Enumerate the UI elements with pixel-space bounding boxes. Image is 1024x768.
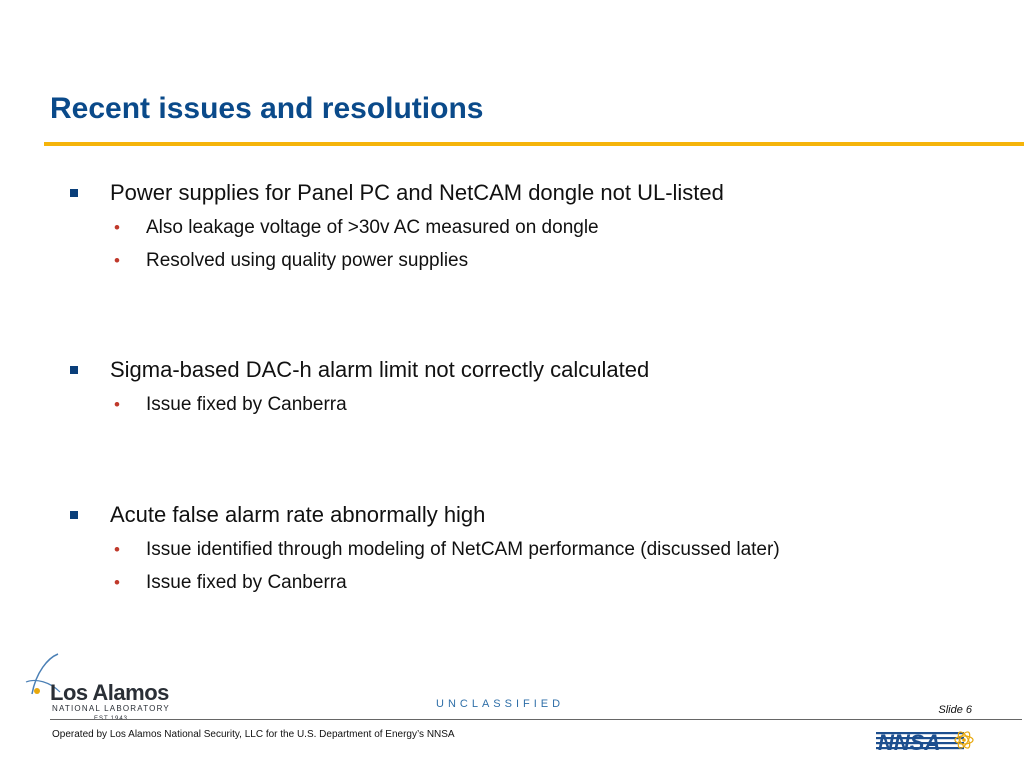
bullet-text: Power supplies for Panel PC and NetCAM dongle not UL-listed	[110, 180, 724, 205]
bullet-level1	[70, 180, 970, 206]
title-divider	[44, 142, 1024, 146]
bullet-level1	[70, 357, 970, 383]
bullet-text: Sigma-based DAC-h alarm limit not correctly calculated	[110, 357, 650, 382]
bullet-level2	[70, 250, 970, 272]
slide-number: Slide 6	[938, 704, 972, 716]
bullet-level2	[70, 572, 970, 594]
nnsa-logo-text: NNSA	[878, 730, 941, 754]
dot-bullet-icon: •	[114, 395, 120, 414]
bullet-level1	[70, 502, 970, 528]
square-bullet-icon	[70, 189, 78, 197]
logo-name: Los Alamos	[50, 680, 169, 705]
bullet-text: Acute false alarm rate abnormally high	[110, 502, 486, 527]
operated-by-text: Operated by Los Alamos National Security, LLC for the U.S. Department of Energy’s NNSA	[52, 729, 455, 740]
square-bullet-icon	[70, 366, 78, 374]
bullet-text: Issue fixed by Canberra	[146, 572, 347, 593]
bullet-level2	[70, 217, 970, 239]
bullet-level2	[70, 394, 970, 416]
dot-bullet-icon: •	[114, 218, 120, 237]
bullet-section-1	[70, 180, 970, 272]
classification-label: UNCLASSIFIED	[436, 698, 565, 710]
bullet-level2	[70, 539, 970, 561]
bullet-text: Also leakage voltage of >30v AC measured on dongle	[146, 217, 599, 238]
bullet-section-3	[70, 502, 970, 594]
nnsa-logo	[870, 726, 978, 754]
footer-divider	[50, 719, 1022, 720]
dot-bullet-icon: •	[114, 251, 120, 270]
bullet-text: Resolved using quality power supplies	[146, 250, 469, 271]
logo-subtitle: NATIONAL LABORATORY	[52, 704, 170, 713]
los-alamos-logo	[22, 652, 192, 727]
dot-bullet-icon: •	[114, 573, 120, 592]
square-bullet-icon	[70, 511, 78, 519]
dot-bullet-icon: •	[114, 540, 120, 559]
bullet-text: Issue identified through modeling of NetCAM performance (discussed later)	[146, 539, 780, 560]
bullet-section-2	[70, 357, 970, 416]
bullet-text: Issue fixed by Canberra	[146, 394, 347, 415]
slide-title: Recent issues and resolutions	[50, 92, 484, 125]
